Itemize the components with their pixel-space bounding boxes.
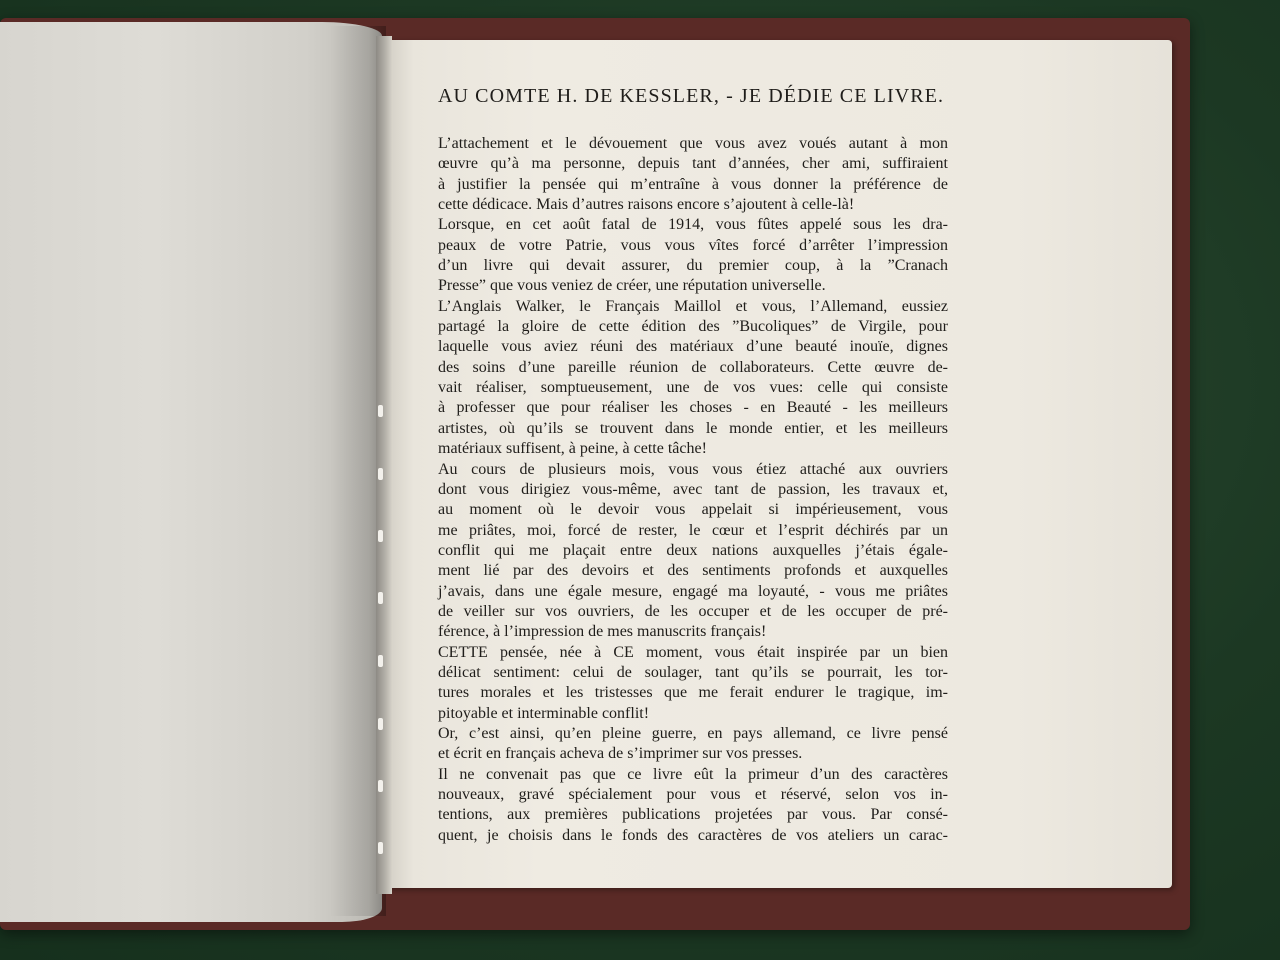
text-line: œuvre qu’à ma personne, depuis tant d’années, cher ami, suffiraient (438, 155, 948, 173)
text-line: délicat sentiment: celui de soulager, tant qu’ils se pourrait, les tor- (438, 663, 948, 681)
text-line: L’attachement et le dévouement que vous avez voués autant à mon (438, 135, 948, 152)
text-line: j’avais, dans une égale mesure, engagé ma loyauté, - vous me priâtes (438, 582, 948, 600)
binding-stitch (378, 592, 383, 604)
text-line: tures morales et les tristesses que me ferait endurer le tragique, im- (438, 684, 948, 702)
text-line: de veiller sur vos ouvriers, de les occuper et de les occuper de pré- (438, 602, 948, 620)
dedication-body (438, 134, 948, 846)
text-line: à justifier la pensée qui m’entraîne à vous donner la préférence de (438, 175, 948, 193)
text-line: me priâtes, moi, forcé de rester, le cœur et l’esprit déchirés par un (438, 521, 948, 539)
text-line: et écrit en français acheva de s’imprimer sur vos presses. (438, 745, 803, 763)
text-line: laquelle vous aviez réuni des matériaux d’une beauté inouïe, dignes (438, 338, 948, 356)
binding-stitch (378, 718, 383, 730)
text-line: quent, je choisis dans le fonds des caractères de vos ateliers un carac- (438, 826, 948, 844)
text-line: peaux de votre Patrie, vous vous vîtes forcé d’arrêter l’impression (438, 236, 948, 254)
binding-stitch (378, 530, 383, 542)
text-line: matériaux suffisent, à peine, à cette tâche! (438, 440, 707, 458)
binding-stitch (378, 780, 383, 792)
text-line: nouveaux, gravé spécialement pour vous et réservé, selon vos in- (438, 786, 948, 803)
text-line: férence, à l’impression de mes manuscrits français! (438, 623, 767, 641)
text-line: Presse” que vous veniez de créer, une réputation universelle. (438, 277, 826, 295)
binding-stitch (378, 655, 383, 667)
text-line: ment lié par des devoirs et des sentiments profonds et auxquelles (438, 562, 948, 580)
binding-stitch (378, 405, 383, 417)
text-line: L’Anglais Walker, le Français Maillol et vous, l’Allemand, eussiez (438, 297, 948, 315)
text-line: vait réaliser, somptueusement, une de vos vues: celle qui consiste (438, 379, 948, 397)
text-line: des soins d’une pareille réunion de collaborateurs. Cette œuvre de- (438, 358, 948, 376)
text-line: Il ne convenait pas que ce livre eût la primeur d’un des caractères (438, 765, 948, 783)
text-line: partagé la gloire de cette édition des ”Bucoliques” de Virgile, pour (438, 318, 948, 336)
left-blank-page (0, 22, 382, 922)
text-line: à professer que pour réaliser les choses - en Beauté - les meilleurs (438, 399, 948, 417)
text-line: au moment où le devoir vous appelait si impérieusement, vous (438, 501, 948, 519)
text-line: cette dédicace. Mais d’autres raisons encore s’ajoutent à celle-là! (438, 196, 855, 214)
text-line: Lorsque, en cet août fatal de 1914, vous fûtes appelé sous les dra- (438, 216, 948, 234)
text-line: d’un livre qui devait assurer, du premier coup, à la ”Cranach (438, 257, 948, 275)
text-line: conflit qui me plaçait entre deux nations auxquelles j’étais égale- (438, 541, 948, 559)
dedication-heading: AU COMTE H. DE KESSLER, - JE DÉDIE CE LIVRE. (438, 85, 945, 107)
text-line: artistes, où qu’ils se trouvent dans le monde entier, et les meilleurs (438, 419, 948, 437)
text-line: Or, c’est ainsi, qu’en pleine guerre, en pays allemand, ce livre pensé (438, 724, 948, 742)
dedication-text-block (438, 84, 948, 846)
text-line: Au cours de plusieurs mois, vous vous étiez attaché aux ouvriers (438, 460, 948, 478)
book-gutter (376, 36, 392, 894)
text-line: CETTE pensée, née à CE moment, vous était inspirée par un bien (438, 643, 948, 661)
text-line: pitoyable et interminable conflit! (438, 704, 650, 722)
binding-stitch (378, 842, 383, 854)
text-line: tentions, aux premières publications projetées par vous. Par consé- (438, 806, 948, 824)
binding-stitch (378, 468, 383, 480)
text-line: dont vous dirigiez vous-même, avec tant de passion, les travaux et, (438, 480, 948, 498)
